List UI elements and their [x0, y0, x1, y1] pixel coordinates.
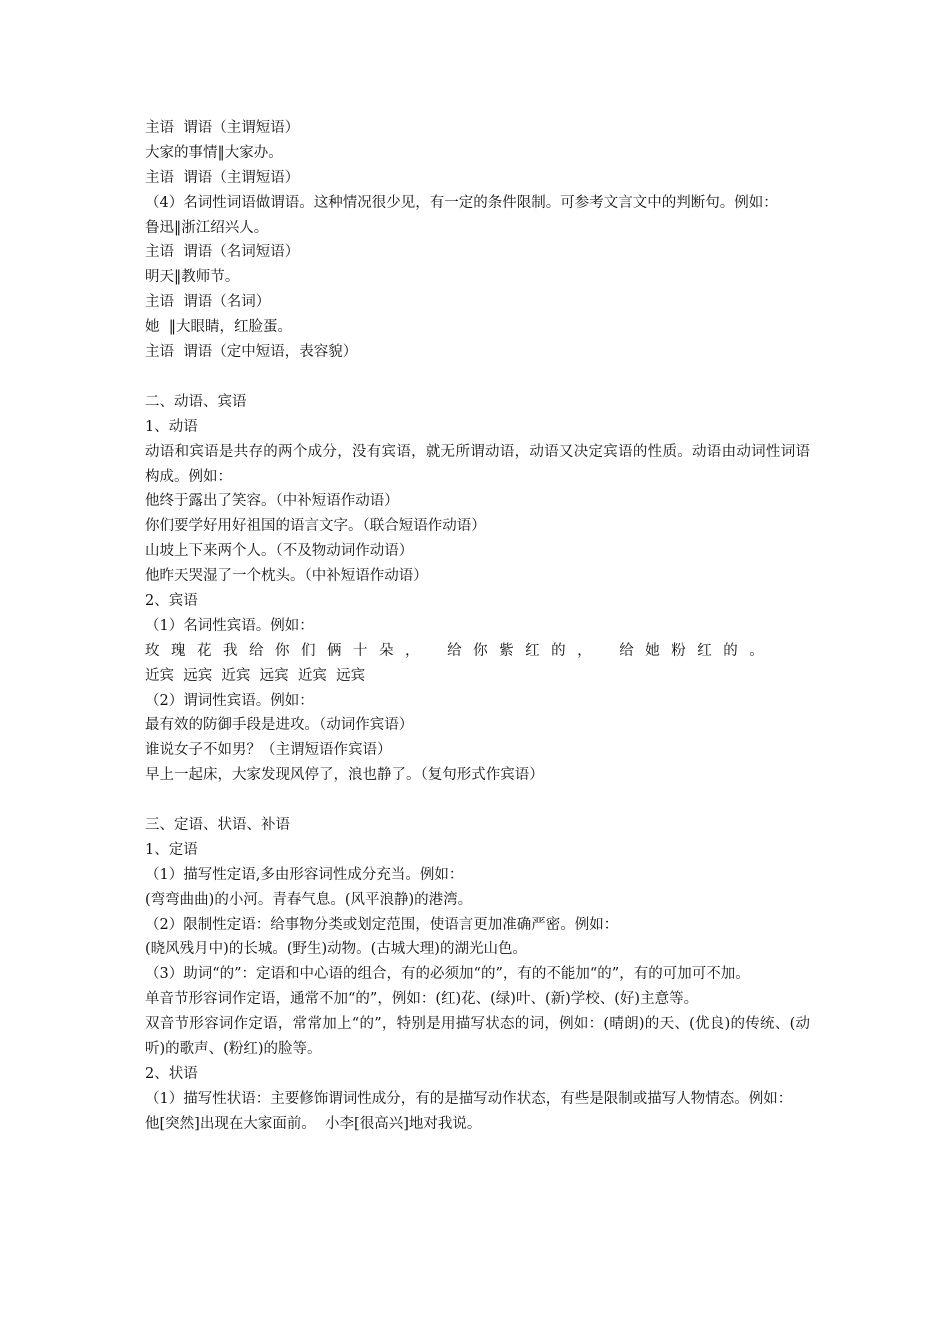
text-line: 明天‖教师节。 [145, 269, 240, 286]
text-line: 2、宾语 [145, 592, 198, 609]
text-line: 2、状语 [145, 1065, 198, 1082]
text-line: 大家的事情‖大家办。 [145, 144, 283, 161]
text-line: （2）限制性定语：给事物分类或划定范围，使语言更加准确严密。例如： [145, 916, 619, 933]
blank-line [145, 788, 810, 813]
text-paragraph: 动语和宾语是共存的两个成分，没有宾语，就无所谓动语，动语又决定宾语的性质。动语由动词性词语构成。例如： [145, 443, 810, 485]
blank-line [145, 365, 810, 390]
text-paragraph: （3）助词“的”：定语和中心语的组合，有的必须加“的”，有的不能加“的”，有的可加可不加。 [145, 966, 750, 983]
text-line: 你们要学好用好祖国的语言文字。（联合短语作动语） [145, 518, 486, 535]
text-line: 主语 谓语（名词短语） [145, 244, 300, 261]
text-line: 二、动语、宾语 [145, 393, 247, 410]
text-line: 早上一起床，大家发现风停了，浪也静了。（复句形式作宾语） [145, 767, 544, 784]
text-line: 她 ‖大眼睛，红脸蛋。 [145, 319, 292, 336]
text-line: 近宾 远宾 近宾 远宾 近宾 远宾 [145, 667, 366, 684]
example-sentence: 玫瑰花我给你们俩十朵， 给你紫红的， 给她粉红的。 [145, 642, 776, 659]
text-line: 主语 谓语（名词） [145, 294, 271, 311]
text-line: （1）名词性宾语。例如： [145, 617, 314, 634]
text-line: 1、定语 [145, 841, 198, 858]
text-line: 1、动语 [145, 418, 198, 435]
text-line: 主语 谓语（主谓短语） [145, 120, 300, 136]
text-line: 三、定语、状语、补语 [145, 816, 290, 833]
text-paragraph: （1）描写性状语：主要修饰谓词性成分，有的是描写动作状态，有些是限制或描写人物情态。例如： [145, 1090, 793, 1107]
text-line: 鲁迅‖浙江绍兴人。 [145, 219, 269, 236]
text-line: 最有效的防御手段是进攻。（动词作宾语） [145, 717, 414, 734]
text-paragraph: 双音节形容词作定语，常常加上“的”，特别是用描写状态的词，例如：(晴朗)的天、(优良)的传统、(动听)的歌声、(粉红)的脸等。 [145, 1016, 810, 1058]
text-line: 谁说女子不如男？（主谓短语作宾语） [145, 742, 392, 759]
text-line: 主语 谓语（主谓短语） [145, 169, 300, 186]
text-line: 单音节形容词作定语，通常不加“的”，例如：(红)花、(绿)叶、(新)学校、(好)主意等。 [145, 991, 699, 1008]
text-line: 主语 谓语（定中短语，表容貌） [145, 344, 358, 361]
text-line: 山坡上下来两个人。（不及物动词作动语） [145, 543, 414, 560]
text-line: 他昨天哭湿了一个枕头。（中补短语作动语） [145, 568, 428, 585]
document-body [145, 116, 810, 1137]
text-line: (弯弯曲曲)的小河。青春气息。(风平浪静)的港湾。 [145, 891, 473, 908]
text-paragraph: （4）名词性词语做谓语。这种情况很少见，有一定的条件限制。可参考文言文中的判断句。例如： [145, 194, 778, 211]
text-line: (晓风残月中)的长城。(野生)动物。(古城大理)的湖光山色。 [145, 941, 527, 958]
text-line: （2）谓词性宾语。例如： [145, 692, 314, 709]
text-line: 他[突然]出现在大家面前。 小李[很高兴]地对我说。 [145, 1115, 482, 1132]
text-line: 他终于露出了笑容。（中补短语作动语） [145, 493, 399, 510]
text-line: （1）描写性定语,多由形容词性成分充当。例如： [145, 866, 464, 883]
